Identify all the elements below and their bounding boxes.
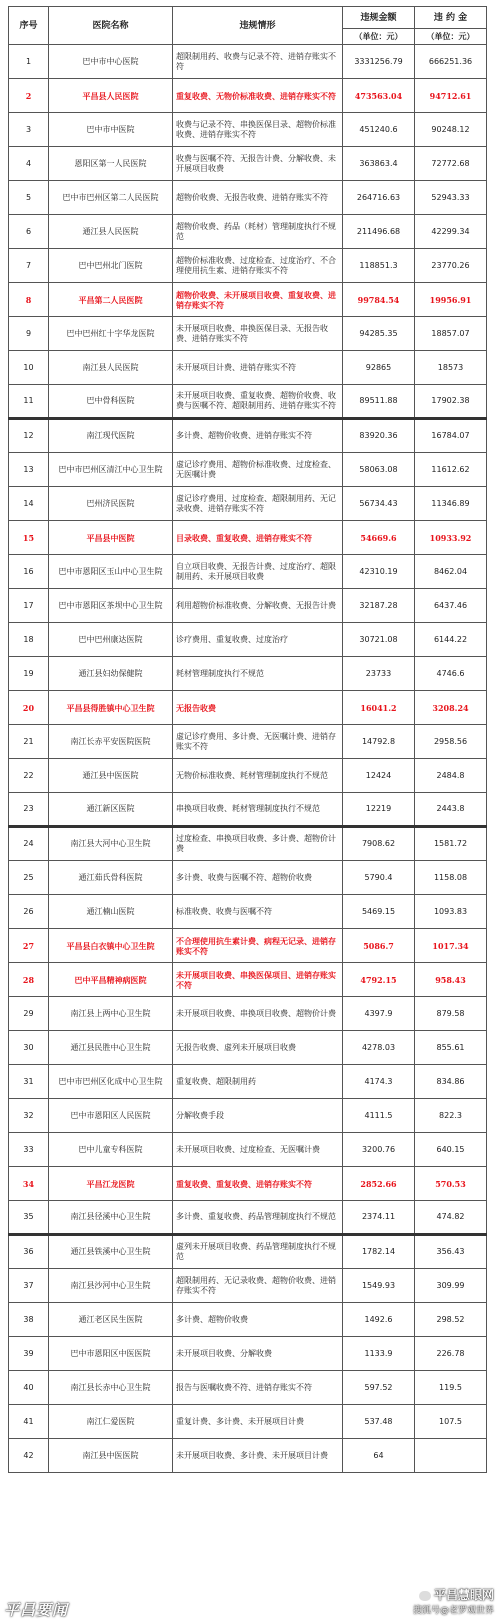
wechat-icon <box>419 1591 431 1601</box>
cell-penalty: 18573 <box>415 351 487 385</box>
cell-no: 4 <box>9 147 49 181</box>
cell-hospital-name: 通江茹氏骨科医院 <box>49 861 173 895</box>
cell-penalty: 822.3 <box>415 1099 487 1133</box>
header-amount-unit: （单位：元） <box>343 29 415 45</box>
cell-penalty: 2958.56 <box>415 725 487 759</box>
cell-no: 40 <box>9 1371 49 1405</box>
cell-amount: 4397.9 <box>343 997 415 1031</box>
table-row <box>9 283 487 317</box>
cell-hospital-name: 巴中市恩阳区玉山中心卫生院 <box>49 555 173 589</box>
cell-hospital-name: 南江县大河中心卫生院 <box>49 827 173 861</box>
cell-hospital-name: 巴中巴州北门医院 <box>49 249 173 283</box>
table-row <box>9 317 487 351</box>
table-row <box>9 759 487 793</box>
cell-amount: 23733 <box>343 657 415 691</box>
cell-violation: 收费与记录不符、串换医保目录、超物价标准收费、进销存账实不符 <box>173 113 343 147</box>
cell-no: 17 <box>9 589 49 623</box>
header-no: 序号 <box>9 7 49 45</box>
table-header-row <box>9 7 487 29</box>
cell-penalty: 3208.24 <box>415 691 487 725</box>
cell-hospital-name: 通江楠山医院 <box>49 895 173 929</box>
header-amount: 违规金额 <box>343 7 415 29</box>
cell-violation: 无报告收费、虚列未开展项目收费 <box>173 1031 343 1065</box>
cell-amount: 2852.66 <box>343 1167 415 1201</box>
cell-penalty: 666251.36 <box>415 45 487 79</box>
cell-violation: 超限制用药、收费与记录不符、进销存账实不符 <box>173 45 343 79</box>
cell-penalty: 16784.07 <box>415 419 487 453</box>
cell-amount: 56734.43 <box>343 487 415 521</box>
cell-no: 27 <box>9 929 49 963</box>
table-row <box>9 45 487 79</box>
watermark-right <box>413 1586 494 1616</box>
cell-violation: 重复计费、多计费、未开展项目计费 <box>173 1405 343 1439</box>
cell-violation: 耗材管理制度执行不规范 <box>173 657 343 691</box>
cell-violation: 多计费、重复收费、药品管理制度执行不规范 <box>173 1201 343 1235</box>
cell-hospital-name: 通江县妇幼保健院 <box>49 657 173 691</box>
table-row <box>9 793 487 827</box>
cell-amount: 597.52 <box>343 1371 415 1405</box>
table-row <box>9 453 487 487</box>
cell-penalty: 10933.92 <box>415 521 487 555</box>
table-row <box>9 1167 487 1201</box>
watermark-left: 平昌要闻 <box>4 1601 69 1619</box>
cell-amount: 54669.6 <box>343 521 415 555</box>
cell-penalty: 1093.83 <box>415 895 487 929</box>
cell-amount: 64 <box>343 1439 415 1473</box>
cell-no: 35 <box>9 1201 49 1235</box>
cell-amount: 363863.4 <box>343 147 415 181</box>
cell-violation: 虚记诊疗费用、超物价标准收费、过度检查、无医嘱计费 <box>173 453 343 487</box>
cell-hospital-name: 巴中市中医院 <box>49 113 173 147</box>
cell-no: 6 <box>9 215 49 249</box>
cell-penalty: 4746.6 <box>415 657 487 691</box>
cell-hospital-name: 巴中平昌精神病医院 <box>49 963 173 997</box>
cell-amount: 1492.6 <box>343 1303 415 1337</box>
cell-amount: 99784.54 <box>343 283 415 317</box>
cell-amount: 42310.19 <box>343 555 415 589</box>
table-row <box>9 929 487 963</box>
cell-hospital-name: 通江老区民生医院 <box>49 1303 173 1337</box>
cell-amount: 4792.15 <box>343 963 415 997</box>
cell-amount: 5790.4 <box>343 861 415 895</box>
cell-amount: 5086.7 <box>343 929 415 963</box>
table-row <box>9 419 487 453</box>
cell-amount: 4174.3 <box>343 1065 415 1099</box>
cell-violation: 目录收费、重复收费、进销存账实不符 <box>173 521 343 555</box>
table-row <box>9 827 487 861</box>
cell-penalty: 11612.62 <box>415 453 487 487</box>
cell-violation: 超物价收费、无报告收费、进销存账实不符 <box>173 181 343 215</box>
cell-amount: 14792.8 <box>343 725 415 759</box>
cell-amount: 16041.2 <box>343 691 415 725</box>
cell-hospital-name: 平昌江龙医院 <box>49 1167 173 1201</box>
table-row <box>9 895 487 929</box>
cell-amount: 473563.04 <box>343 79 415 113</box>
cell-violation: 重复收费、重复收费、进销存账实不符 <box>173 1167 343 1201</box>
header-violation: 违规情形 <box>173 7 343 45</box>
cell-no: 11 <box>9 385 49 419</box>
cell-no: 41 <box>9 1405 49 1439</box>
cell-penalty: 1158.08 <box>415 861 487 895</box>
cell-penalty: 52943.33 <box>415 181 487 215</box>
cell-violation: 诊疗费用、重复收费、过度治疗 <box>173 623 343 657</box>
table-row <box>9 1065 487 1099</box>
watermark-right-title: 平昌慧眼网 <box>433 1588 494 1602</box>
cell-hospital-name: 巴中儿童专科医院 <box>49 1133 173 1167</box>
cell-amount: 5469.15 <box>343 895 415 929</box>
header-penalty: 违 约 金 <box>415 7 487 29</box>
cell-penalty: 958.43 <box>415 963 487 997</box>
cell-amount: 1782.14 <box>343 1235 415 1269</box>
cell-no: 9 <box>9 317 49 351</box>
cell-hospital-name: 巴中市恩阳区中医医院 <box>49 1337 173 1371</box>
cell-penalty: 2484.8 <box>415 759 487 793</box>
cell-violation: 超物价标准收费、过度检查、过度治疗、不合理使用抗生素、进销存账实不符 <box>173 249 343 283</box>
cell-amount: 3331256.79 <box>343 45 415 79</box>
cell-violation: 未开展项目收费、多计费、未开展项目计费 <box>173 1439 343 1473</box>
cell-no: 28 <box>9 963 49 997</box>
table-row <box>9 555 487 589</box>
document-sheet <box>8 6 486 1473</box>
cell-hospital-name: 巴中市巴州区清江中心卫生院 <box>49 453 173 487</box>
cell-penalty: 298.52 <box>415 1303 487 1337</box>
table-row <box>9 997 487 1031</box>
table-row <box>9 113 487 147</box>
table-row <box>9 1405 487 1439</box>
cell-hospital-name: 巴中巴州康达医院 <box>49 623 173 657</box>
table-row <box>9 1337 487 1371</box>
cell-amount: 89511.88 <box>343 385 415 419</box>
cell-hospital-name: 巴中市恩阳区人民医院 <box>49 1099 173 1133</box>
cell-amount: 94285.35 <box>343 317 415 351</box>
cell-amount: 118851.3 <box>343 249 415 283</box>
cell-violation: 标准收费、收费与医嘱不符 <box>173 895 343 929</box>
table-row <box>9 1133 487 1167</box>
cell-penalty: 309.99 <box>415 1269 487 1303</box>
cell-violation: 未开展项目收费、串换医保项目、进销存账实不符 <box>173 963 343 997</box>
header-name: 医院名称 <box>49 7 173 45</box>
table-row <box>9 147 487 181</box>
table-row <box>9 181 487 215</box>
cell-penalty: 640.15 <box>415 1133 487 1167</box>
cell-hospital-name: 平昌县人民医院 <box>49 79 173 113</box>
cell-no: 23 <box>9 793 49 827</box>
header-penalty-unit: （单位：元） <box>415 29 487 45</box>
cell-hospital-name: 通江新区医院 <box>49 793 173 827</box>
table-row <box>9 691 487 725</box>
cell-penalty: 72772.68 <box>415 147 487 181</box>
table-row <box>9 1235 487 1269</box>
cell-hospital-name: 通江县人民医院 <box>49 215 173 249</box>
cell-violation: 超物价收费、未开展项目收费、重复收费、进销存账实不符 <box>173 283 343 317</box>
cell-violation: 利用超物价标准收费、分解收费、无报告计费 <box>173 589 343 623</box>
cell-amount: 3200.76 <box>343 1133 415 1167</box>
cell-hospital-name: 巴中市恩阳区茶坝中心卫生院 <box>49 589 173 623</box>
cell-no: 16 <box>9 555 49 589</box>
cell-penalty: 23770.26 <box>415 249 487 283</box>
cell-no: 14 <box>9 487 49 521</box>
cell-no: 22 <box>9 759 49 793</box>
cell-amount: 83920.36 <box>343 419 415 453</box>
cell-no: 25 <box>9 861 49 895</box>
cell-penalty: 8462.04 <box>415 555 487 589</box>
table-row <box>9 487 487 521</box>
cell-no: 34 <box>9 1167 49 1201</box>
cell-amount: 4278.03 <box>343 1031 415 1065</box>
cell-no: 20 <box>9 691 49 725</box>
cell-no: 29 <box>9 997 49 1031</box>
cell-penalty: 6144.22 <box>415 623 487 657</box>
cell-hospital-name: 恩阳区第一人民医院 <box>49 147 173 181</box>
cell-penalty: 1017.34 <box>415 929 487 963</box>
table-row <box>9 1269 487 1303</box>
table-row <box>9 725 487 759</box>
cell-violation: 虚列未开展项目收费、药品管理制度执行不规范 <box>173 1235 343 1269</box>
cell-violation: 多计费、超物价收费、进销存账实不符 <box>173 419 343 453</box>
cell-violation: 自立项目收费、无报告计费、过度治疗、超限制用药、未开展项目收费 <box>173 555 343 589</box>
cell-no: 38 <box>9 1303 49 1337</box>
cell-no: 12 <box>9 419 49 453</box>
cell-no: 2 <box>9 79 49 113</box>
cell-hospital-name: 南江现代医院 <box>49 419 173 453</box>
cell-amount: 12219 <box>343 793 415 827</box>
table-row <box>9 963 487 997</box>
table-row <box>9 215 487 249</box>
cell-amount: 4111.5 <box>343 1099 415 1133</box>
cell-violation: 超限制用药、无记录收费、超物价收费、进销存账实不符 <box>173 1269 343 1303</box>
cell-penalty: 226.78 <box>415 1337 487 1371</box>
cell-hospital-name: 南江县人民医院 <box>49 351 173 385</box>
cell-penalty: 42299.34 <box>415 215 487 249</box>
cell-hospital-name: 南江县长赤中心卫生院 <box>49 1371 173 1405</box>
cell-no: 15 <box>9 521 49 555</box>
cell-amount: 92865 <box>343 351 415 385</box>
cell-no: 18 <box>9 623 49 657</box>
cell-penalty <box>415 1439 487 1473</box>
cell-violation: 过度检查、串换项目收费、多计费、超物价计费 <box>173 827 343 861</box>
cell-violation: 重复收费、无物价标准收费、进销存账实不符 <box>173 79 343 113</box>
cell-violation: 重复收费、超限制用药 <box>173 1065 343 1099</box>
cell-violation: 未开展项目收费、串换医保目录、无报告收费、进销存账实不符 <box>173 317 343 351</box>
cell-penalty: 879.58 <box>415 997 487 1031</box>
cell-hospital-name: 平昌县中医院 <box>49 521 173 555</box>
cell-amount: 451240.6 <box>343 113 415 147</box>
cell-amount: 264716.63 <box>343 181 415 215</box>
cell-hospital-name: 巴中市中心医院 <box>49 45 173 79</box>
table-row <box>9 385 487 419</box>
table-row <box>9 623 487 657</box>
table-body <box>9 45 487 1473</box>
cell-amount: 7908.62 <box>343 827 415 861</box>
cell-hospital-name: 巴州济民医院 <box>49 487 173 521</box>
table-row <box>9 861 487 895</box>
cell-hospital-name: 南江县上两中心卫生院 <box>49 997 173 1031</box>
cell-violation: 虚记诊疗费用、多计费、无医嘱计费、进销存账实不符 <box>173 725 343 759</box>
table-row <box>9 249 487 283</box>
cell-no: 33 <box>9 1133 49 1167</box>
cell-no: 39 <box>9 1337 49 1371</box>
cell-amount: 58063.08 <box>343 453 415 487</box>
cell-violation: 串换项目收费、耗材管理制度执行不规范 <box>173 793 343 827</box>
cell-hospital-name: 平昌县白衣镇中心卫生院 <box>49 929 173 963</box>
cell-no: 19 <box>9 657 49 691</box>
cell-no: 36 <box>9 1235 49 1269</box>
cell-violation: 超物价收费、药品（耗材）管理制度执行不规范 <box>173 215 343 249</box>
cell-violation: 多计费、超物价收费 <box>173 1303 343 1337</box>
cell-violation: 无物价标准收费、耗材管理制度执行不规范 <box>173 759 343 793</box>
cell-penalty: 119.5 <box>415 1371 487 1405</box>
cell-amount: 12424 <box>343 759 415 793</box>
cell-violation: 未开展项目收费、重复收费、超物价收费、收费与医嘱不符、超限制用药、进销存账实不符 <box>173 385 343 419</box>
table-row <box>9 79 487 113</box>
table-row <box>9 1439 487 1473</box>
cell-amount: 30721.08 <box>343 623 415 657</box>
violation-table <box>8 6 487 1473</box>
table-row <box>9 521 487 555</box>
cell-penalty: 18857.07 <box>415 317 487 351</box>
cell-no: 1 <box>9 45 49 79</box>
cell-violation: 未开展项目收费、串换项目收费、超物价计费 <box>173 997 343 1031</box>
cell-penalty: 11346.89 <box>415 487 487 521</box>
cell-violation: 收费与医嘱不符、无报告计费、分解收费、未开展项目收费 <box>173 147 343 181</box>
cell-amount: 537.48 <box>343 1405 415 1439</box>
cell-no: 8 <box>9 283 49 317</box>
cell-no: 24 <box>9 827 49 861</box>
cell-hospital-name: 通江县铁溪中心卫生院 <box>49 1235 173 1269</box>
cell-hospital-name: 通江县民胜中心卫生院 <box>49 1031 173 1065</box>
cell-hospital-name: 平昌第二人民医院 <box>49 283 173 317</box>
cell-violation: 不合理使用抗生素计费、病程无记录、进销存账实不符 <box>173 929 343 963</box>
table-row <box>9 351 487 385</box>
cell-violation: 未开展项目收费、过度检查、无医嘱计费 <box>173 1133 343 1167</box>
cell-amount: 2374.11 <box>343 1201 415 1235</box>
cell-penalty: 2443.8 <box>415 793 487 827</box>
cell-no: 26 <box>9 895 49 929</box>
table-row <box>9 1371 487 1405</box>
cell-penalty: 570.53 <box>415 1167 487 1201</box>
watermark-right-sub: 搜狐号@老罗观世界 <box>412 1606 494 1616</box>
cell-no: 7 <box>9 249 49 283</box>
cell-no: 21 <box>9 725 49 759</box>
cell-no: 31 <box>9 1065 49 1099</box>
cell-violation: 报告与医嘱收费不符、进销存账实不符 <box>173 1371 343 1405</box>
cell-hospital-name: 南江长赤平安医院医院 <box>49 725 173 759</box>
cell-penalty: 94712.61 <box>415 79 487 113</box>
cell-penalty: 6437.46 <box>415 589 487 623</box>
cell-no: 32 <box>9 1099 49 1133</box>
cell-amount: 32187.28 <box>343 589 415 623</box>
cell-violation: 虚记诊疗费用、过度检查、超限制用药、无记录收费、进销存账实不符 <box>173 487 343 521</box>
cell-hospital-name: 南江县中医医院 <box>49 1439 173 1473</box>
cell-hospital-name: 南江仁爱医院 <box>49 1405 173 1439</box>
cell-violation: 分解收费手段 <box>173 1099 343 1133</box>
cell-no: 37 <box>9 1269 49 1303</box>
cell-hospital-name: 南江县沙河中心卫生院 <box>49 1269 173 1303</box>
cell-hospital-name: 平昌县得胜镇中心卫生院 <box>49 691 173 725</box>
cell-hospital-name: 巴中市巴州区第二人民医院 <box>49 181 173 215</box>
cell-amount: 211496.68 <box>343 215 415 249</box>
cell-hospital-name: 南江县径溪中心卫生院 <box>49 1201 173 1235</box>
cell-no: 10 <box>9 351 49 385</box>
cell-hospital-name: 通江县中医医院 <box>49 759 173 793</box>
cell-violation: 无报告收费 <box>173 691 343 725</box>
cell-penalty: 356.43 <box>415 1235 487 1269</box>
cell-hospital-name: 巴中巴州红十字华龙医院 <box>49 317 173 351</box>
cell-no: 30 <box>9 1031 49 1065</box>
cell-no: 3 <box>9 113 49 147</box>
cell-no: 13 <box>9 453 49 487</box>
cell-penalty: 17902.38 <box>415 385 487 419</box>
cell-violation: 未开展项目收费、分解收费 <box>173 1337 343 1371</box>
cell-penalty: 474.82 <box>415 1201 487 1235</box>
table-row <box>9 1031 487 1065</box>
table-row <box>9 1099 487 1133</box>
table-row <box>9 1303 487 1337</box>
table-row <box>9 657 487 691</box>
cell-penalty: 90248.12 <box>415 113 487 147</box>
cell-amount: 1549.93 <box>343 1269 415 1303</box>
cell-penalty: 107.5 <box>415 1405 487 1439</box>
cell-violation: 多计费、收费与医嘱不符、超物价收费 <box>173 861 343 895</box>
cell-penalty: 19956.91 <box>415 283 487 317</box>
cell-penalty: 855.61 <box>415 1031 487 1065</box>
cell-amount: 1133.9 <box>343 1337 415 1371</box>
cell-no: 5 <box>9 181 49 215</box>
cell-hospital-name: 巴中市巴州区化成中心卫生院 <box>49 1065 173 1099</box>
cell-penalty: 1581.72 <box>415 827 487 861</box>
cell-penalty: 834.86 <box>415 1065 487 1099</box>
cell-no: 42 <box>9 1439 49 1473</box>
table-row <box>9 589 487 623</box>
cell-hospital-name: 巴中骨科医院 <box>49 385 173 419</box>
table-row <box>9 1201 487 1235</box>
cell-violation: 未开展项目计费、进销存账实不符 <box>173 351 343 385</box>
